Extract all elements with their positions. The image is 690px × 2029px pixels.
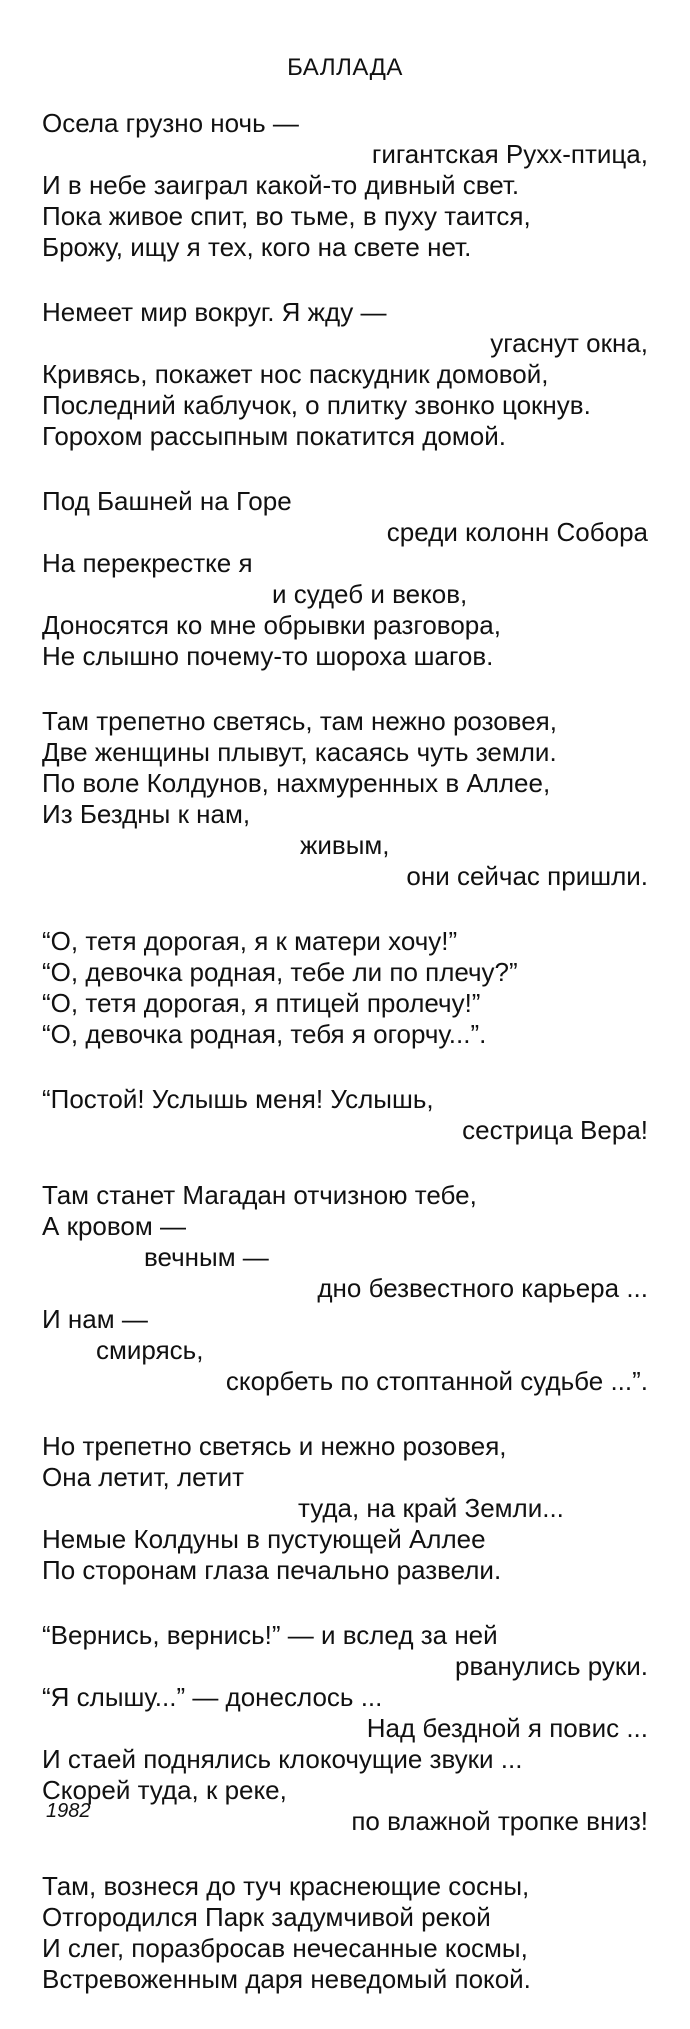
- poem-line: рванулись руки.: [455, 1651, 648, 1681]
- stanza: [42, 1431, 648, 1586]
- poem-line: Отгородился Парк задумчивой рекой: [42, 1902, 491, 1932]
- stanza: [42, 1620, 648, 1837]
- poem-line: На перекрестке я: [42, 548, 253, 578]
- poem-line: живым,: [300, 830, 390, 860]
- poem-line: угаснут окна,: [490, 328, 648, 358]
- poem-line: по влажной тропке вниз!: [351, 1806, 648, 1836]
- stanza: [42, 1084, 648, 1146]
- stanza: [42, 1871, 648, 1995]
- poem-line: Под Башней на Горе: [42, 486, 292, 516]
- poem-line: “О, девочка родная, тебя я огорчу...”.: [42, 1019, 487, 1049]
- poem-line: Там трепетно светясь, там нежно розовея,: [42, 706, 557, 736]
- poem-line: По сторонам глаза печально развели.: [42, 1555, 502, 1585]
- poem-line: сестрица Вера!: [462, 1115, 648, 1145]
- poem-line: туда, на край Земли...: [298, 1493, 564, 1523]
- poem-line: Встревоженным даря неведомый покой.: [42, 1964, 531, 1994]
- poem-line: Из Бездны к нам,: [42, 799, 251, 829]
- poem-line: дно безвестного карьера ...: [317, 1273, 648, 1303]
- poem-line: “О, тетя дорогая, я к матери хочу!”: [42, 926, 458, 956]
- poem-line: Осела грузно ночь —: [42, 108, 299, 138]
- poem-line: “Вернись, вернись!” — и вслед за ней: [42, 1620, 498, 1650]
- poem-line: и судеб и веков,: [272, 579, 468, 609]
- poem-line: Немые Колдуны в пустующей Аллее: [42, 1524, 486, 1554]
- poem-date: 1982: [46, 1800, 91, 1822]
- poem-title: БАЛЛАДА: [287, 54, 403, 81]
- poem-line: Последний каблучок, о плитку звонко цокнув.: [42, 390, 591, 420]
- poem-line: “О, девочка родная, тебе ли по плечу?”: [42, 957, 518, 987]
- poem-line: И слег, поразбросав нечесанные космы,: [42, 1933, 528, 1963]
- poem-body: [42, 108, 648, 2029]
- poem-line: Брожу, ищу я тех, кого на свете нет.: [42, 232, 472, 262]
- poem-line: Над бездной я повис ...: [366, 1713, 648, 1743]
- poem-line: И стаей поднялись клокочущие звуки ...: [42, 1744, 523, 1774]
- poem-line: По воле Колдунов, нахмуренных в Аллее,: [42, 768, 551, 798]
- poem-line: А кровом —: [42, 1211, 186, 1241]
- poem-line: Пока живое спит, во тьме, в пуху таится,: [42, 201, 531, 231]
- poem-line: Но трепетно светясь и нежно розовея,: [42, 1431, 507, 1461]
- poem-line: Доносятся ко мне обрывки разговора,: [42, 610, 501, 640]
- stanza: [42, 1180, 648, 1397]
- poem-line: они сейчас пришли.: [406, 861, 648, 891]
- stanza: [42, 486, 648, 672]
- stanza: [42, 108, 648, 263]
- poem-line: вечным —: [144, 1242, 269, 1272]
- poem-line: Не слышно почему-то шороха шагов.: [42, 641, 494, 671]
- poem-line: Две женщины плывут, касаясь чуть земли.: [42, 737, 557, 767]
- poem-line: гигантская Руxх-птица,: [371, 139, 648, 169]
- poem-line: “О, тетя дорогая, я птицей пролечу!”: [42, 988, 481, 1018]
- stanza: [42, 706, 648, 892]
- poem-line: Кривясь, покажет нос паскудник домовой,: [42, 359, 549, 389]
- poem-line: среди колонн Собора: [386, 517, 648, 547]
- poem-line: И нам —: [42, 1304, 148, 1334]
- poem-line: Скорей туда, к реке,: [42, 1775, 287, 1805]
- poem-line: “Постой! Услышь меня! Услышь,: [42, 1084, 434, 1114]
- poem-line: смирясь,: [96, 1335, 204, 1365]
- stanza: [42, 297, 648, 452]
- poem-line: Она летит, летит: [42, 1462, 245, 1492]
- poem-line: Горохом рассыпным покатится домой.: [42, 421, 506, 451]
- stanza: [42, 926, 648, 1050]
- poem-line: скорбеть по стоптанной судьбе ...”.: [225, 1366, 648, 1396]
- poem-line: “Я слышу...” — донеслось ...: [42, 1682, 383, 1712]
- poem-line: И в небе заиграл какой-то дивный свет.: [42, 170, 520, 200]
- poem-line: Там станет Магадан отчизною тебе,: [42, 1180, 477, 1210]
- poem-line: Там, вознеся до туч краснеющие сосны,: [42, 1871, 530, 1901]
- poem-line: Немеет мир вокруг. Я жду —: [42, 297, 387, 327]
